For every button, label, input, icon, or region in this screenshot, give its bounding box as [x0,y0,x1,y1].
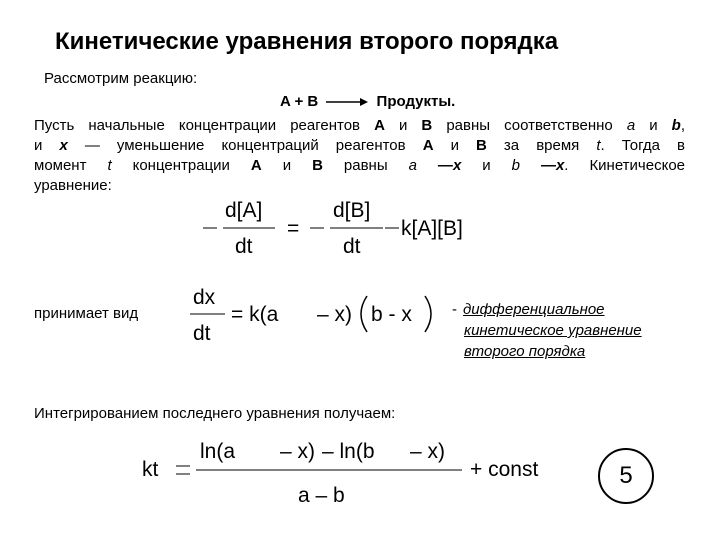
note-line: второго порядка [464,343,586,360]
numerator-A: d[A] [225,199,263,222]
numerator-dx: dx [193,286,216,309]
equation-note [452,299,642,362]
ln-a: ln(a [200,440,236,463]
intro-text: Рассмотрим реакцию: [44,70,198,87]
page-title: Кинетические уравнения второго порядка [55,28,559,55]
kt-term: kt [142,458,159,481]
integrated-equation [140,430,560,518]
reactants: A + B [280,93,319,110]
rate-expression: k[A][B] [401,217,463,240]
explanation-paragraph [34,116,685,196]
minus-x-part: – x) [317,303,353,326]
page-number-badge: 5 [598,448,654,504]
rate-equation [195,190,485,270]
paragraph-line: момент t концентрации A и B равны a —x и b —x. Кинетическое [34,157,686,174]
note-line: кинетическое уравнение [464,322,642,339]
denominator-dt: dt [343,235,361,258]
denominator-dt: dt [235,235,253,258]
paragraph-line: уравнение: [34,177,112,194]
reaction-scheme [280,93,455,110]
takes-form-label: принимает вид [34,305,139,322]
note-line: дифференциальное [463,301,605,318]
denominator-a-minus-b: a – b [298,484,345,507]
numerator-B: d[B] [333,199,371,222]
products: Продукты. [376,93,456,110]
differential-equation [185,282,445,354]
b-minus-x-part: b - x [371,303,412,326]
const-term: + const [470,458,539,481]
ln-b: – ln(b [322,440,375,463]
left-paren [361,296,367,332]
equals-sign: = [287,217,300,240]
note-dash: - [452,301,457,318]
paragraph-line: Пусть начальные концентрации реагентов A и B равны соответственно a и b, [34,117,686,134]
minus-x: – x) [410,440,446,463]
right-arrow-icon [326,96,368,108]
rate-constant-part: = k(a [231,303,279,326]
minus-x: – x) [280,440,316,463]
paragraph-line: и x — уменьшение концентраций реагентов A и B за время t. Тогда в [34,137,686,154]
integration-text: Интегрированием последнего уравнения получаем: [34,405,396,422]
right-paren [425,296,431,332]
denominator-dt: dt [193,322,211,345]
